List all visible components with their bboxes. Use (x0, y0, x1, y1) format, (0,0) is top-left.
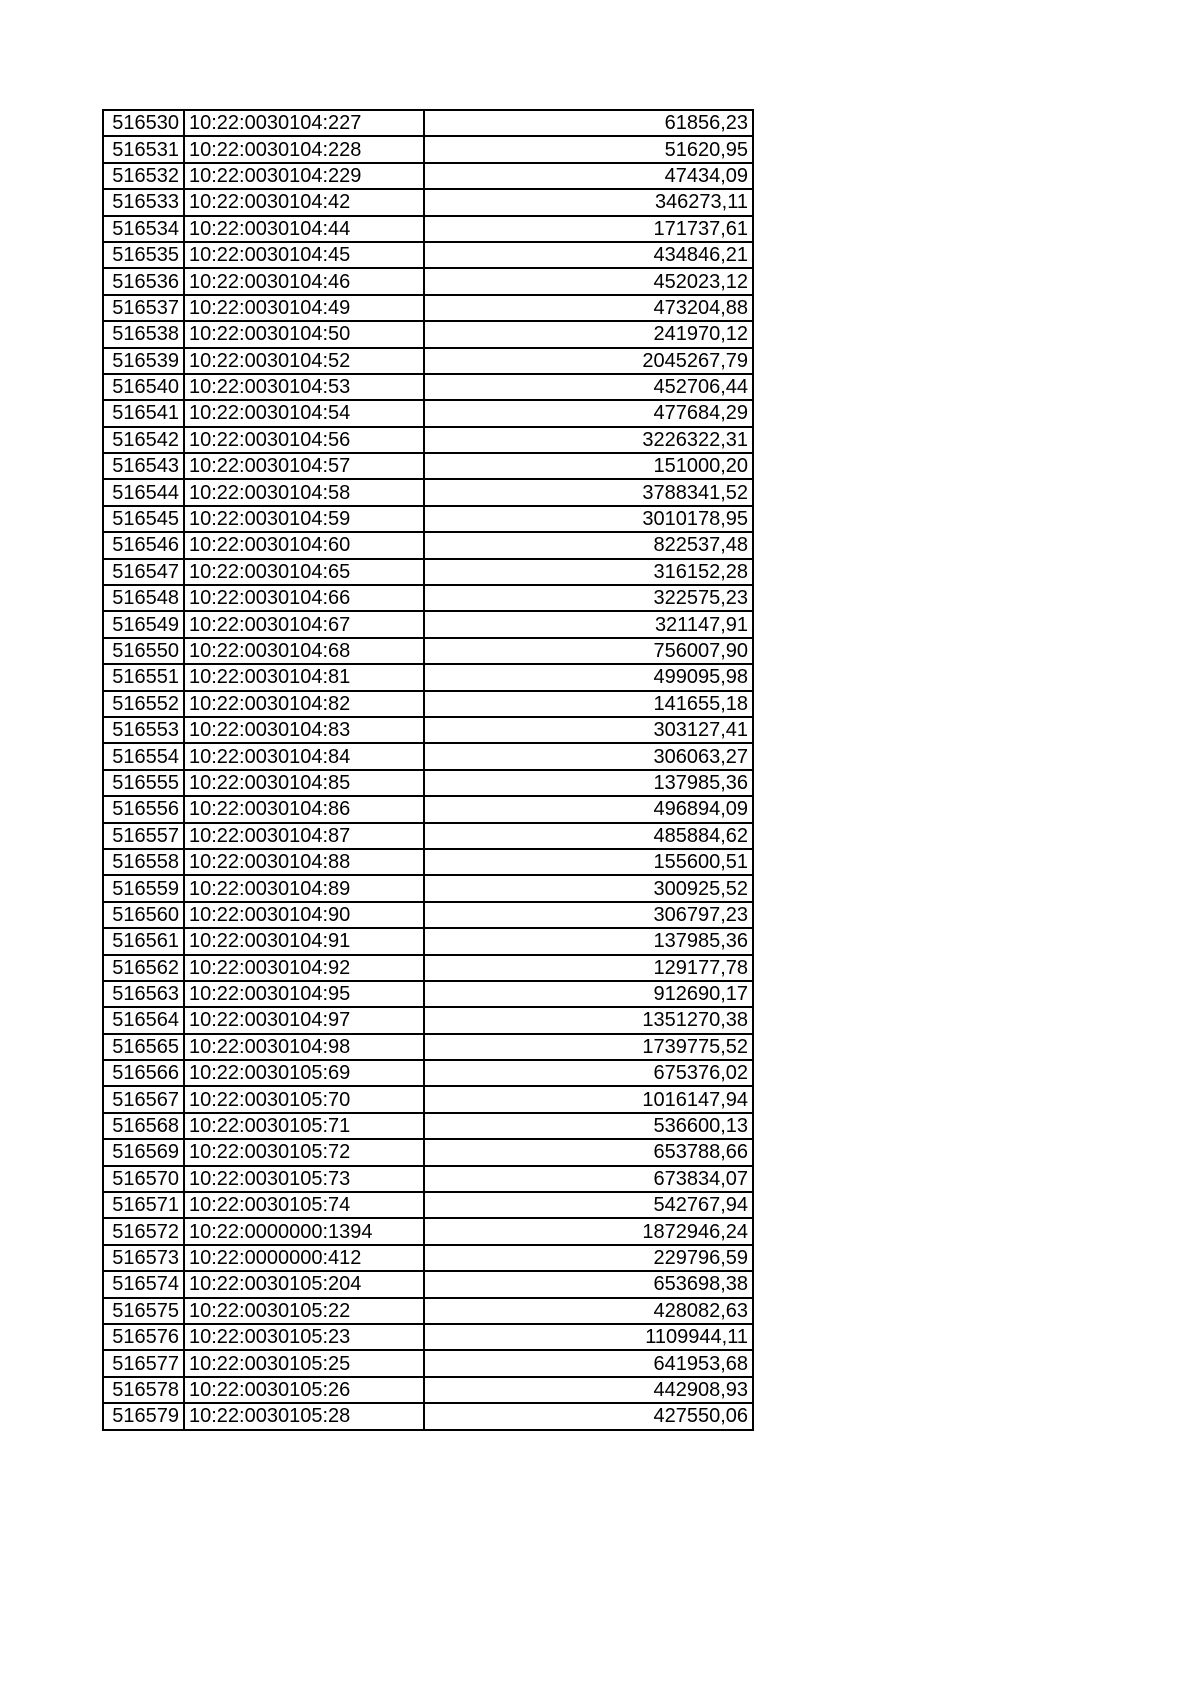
cadastral-number-cell: 10:22:0030105:26 (184, 1377, 424, 1403)
cadastral-number-cell: 10:22:0030105:70 (184, 1086, 424, 1112)
cadastral-number-cell: 10:22:0030105:73 (184, 1166, 424, 1192)
table-row (103, 216, 753, 242)
value-cell: 822537,48 (424, 532, 753, 558)
value-cell: 3010178,95 (424, 506, 753, 532)
cadastral-number-cell: 10:22:0030104:228 (184, 136, 424, 162)
cadastral-number-cell: 10:22:0030104:98 (184, 1034, 424, 1060)
table-row (103, 1007, 753, 1033)
value-cell: 316152,28 (424, 559, 753, 585)
cadastral-number-cell: 10:22:0030104:44 (184, 216, 424, 242)
value-cell: 321147,91 (424, 611, 753, 637)
cadastral-number-cell: 10:22:0030104:84 (184, 743, 424, 769)
table-row (103, 1218, 753, 1244)
row-number-cell: 516540 (103, 374, 184, 400)
table-row (103, 1298, 753, 1324)
cadastral-number-cell: 10:22:0030104:66 (184, 585, 424, 611)
cadastral-number-cell: 10:22:0030104:49 (184, 295, 424, 321)
row-number-cell: 516577 (103, 1350, 184, 1376)
value-cell: 452023,12 (424, 268, 753, 294)
table-row (103, 849, 753, 875)
table-row (103, 136, 753, 162)
table-row (103, 189, 753, 215)
cadastral-number-cell: 10:22:0030104:46 (184, 268, 424, 294)
value-cell: 141655,18 (424, 691, 753, 717)
table-row (103, 1377, 753, 1403)
row-number-cell: 516558 (103, 849, 184, 875)
value-cell: 51620,95 (424, 136, 753, 162)
row-number-cell: 516547 (103, 559, 184, 585)
row-number-cell: 516564 (103, 1007, 184, 1033)
row-number-cell: 516562 (103, 955, 184, 981)
row-number-cell: 516565 (103, 1034, 184, 1060)
value-cell: 485884,62 (424, 823, 753, 849)
cadastral-number-cell: 10:22:0030104:60 (184, 532, 424, 558)
value-cell: 1351270,38 (424, 1007, 753, 1033)
cadastral-number-cell: 10:22:0030105:25 (184, 1350, 424, 1376)
value-cell: 241970,12 (424, 321, 753, 347)
table-row (103, 823, 753, 849)
cadastral-number-cell: 10:22:0030105:204 (184, 1271, 424, 1297)
row-number-cell: 516563 (103, 981, 184, 1007)
row-number-cell: 516548 (103, 585, 184, 611)
value-cell: 322575,23 (424, 585, 753, 611)
value-cell: 452706,44 (424, 374, 753, 400)
row-number-cell: 516572 (103, 1218, 184, 1244)
cadastral-number-cell: 10:22:0030104:59 (184, 506, 424, 532)
cadastral-number-cell: 10:22:0030104:88 (184, 849, 424, 875)
cadastral-number-cell: 10:22:0030104:52 (184, 348, 424, 374)
table-row (103, 506, 753, 532)
row-number-cell: 516556 (103, 796, 184, 822)
value-cell: 653788,66 (424, 1139, 753, 1165)
row-number-cell: 516569 (103, 1139, 184, 1165)
table-row (103, 400, 753, 426)
value-cell: 499095,98 (424, 664, 753, 690)
table-row (103, 348, 753, 374)
value-cell: 477684,29 (424, 400, 753, 426)
row-number-cell: 516575 (103, 1298, 184, 1324)
table-row (103, 1271, 753, 1297)
table-row (103, 691, 753, 717)
value-cell: 171737,61 (424, 216, 753, 242)
table-row (103, 955, 753, 981)
row-number-cell: 516553 (103, 717, 184, 743)
table-row (103, 717, 753, 743)
value-cell: 303127,41 (424, 717, 753, 743)
table-row (103, 453, 753, 479)
cadastral-number-cell: 10:22:0030104:50 (184, 321, 424, 347)
cadastral-number-cell: 10:22:0030104:45 (184, 242, 424, 268)
table-row (103, 1113, 753, 1139)
value-cell: 306797,23 (424, 902, 753, 928)
row-number-cell: 516552 (103, 691, 184, 717)
value-cell: 3788341,52 (424, 479, 753, 505)
value-cell: 129177,78 (424, 955, 753, 981)
cadastral-number-cell: 10:22:0030104:87 (184, 823, 424, 849)
value-cell: 306063,27 (424, 743, 753, 769)
cadastral-number-cell: 10:22:0030104:83 (184, 717, 424, 743)
row-number-cell: 516538 (103, 321, 184, 347)
value-cell: 442908,93 (424, 1377, 753, 1403)
cadastral-number-cell: 10:22:0030104:58 (184, 479, 424, 505)
table-row (103, 1034, 753, 1060)
value-cell: 151000,20 (424, 453, 753, 479)
table-row (103, 1086, 753, 1112)
value-cell: 428082,63 (424, 1298, 753, 1324)
table-row (103, 743, 753, 769)
table-row (103, 427, 753, 453)
value-cell: 756007,90 (424, 638, 753, 664)
row-number-cell: 516560 (103, 902, 184, 928)
table-row (103, 559, 753, 585)
cadastral-number-cell: 10:22:0000000:1394 (184, 1218, 424, 1244)
row-number-cell: 516530 (103, 110, 184, 136)
cadastral-number-cell: 10:22:0030104:97 (184, 1007, 424, 1033)
cadastral-number-cell: 10:22:0030104:53 (184, 374, 424, 400)
table-row (103, 242, 753, 268)
value-cell: 47434,09 (424, 163, 753, 189)
table-row (103, 268, 753, 294)
cadastral-number-cell: 10:22:0000000:412 (184, 1245, 424, 1271)
value-cell: 346273,11 (424, 189, 753, 215)
value-cell: 673834,07 (424, 1166, 753, 1192)
table-row (103, 875, 753, 901)
value-cell: 427550,06 (424, 1403, 753, 1429)
row-number-cell: 516557 (103, 823, 184, 849)
cadastral-number-cell: 10:22:0030104:91 (184, 928, 424, 954)
cadastral-number-cell: 10:22:0030105:71 (184, 1113, 424, 1139)
value-cell: 675376,02 (424, 1060, 753, 1086)
cadastral-number-cell: 10:22:0030104:42 (184, 189, 424, 215)
value-cell: 641953,68 (424, 1350, 753, 1376)
table-row (103, 585, 753, 611)
table-row (103, 1245, 753, 1271)
value-cell: 653698,38 (424, 1271, 753, 1297)
row-number-cell: 516531 (103, 136, 184, 162)
cadastral-number-cell: 10:22:0030104:229 (184, 163, 424, 189)
cadastral-number-cell: 10:22:0030105:28 (184, 1403, 424, 1429)
table-row (103, 611, 753, 637)
row-number-cell: 516537 (103, 295, 184, 321)
value-cell: 1739775,52 (424, 1034, 753, 1060)
cadastral-number-cell: 10:22:0030105:74 (184, 1192, 424, 1218)
value-cell: 473204,88 (424, 295, 753, 321)
row-number-cell: 516573 (103, 1245, 184, 1271)
value-cell: 434846,21 (424, 242, 753, 268)
value-cell: 155600,51 (424, 849, 753, 875)
row-number-cell: 516549 (103, 611, 184, 637)
row-number-cell: 516544 (103, 479, 184, 505)
row-number-cell: 516533 (103, 189, 184, 215)
cadastral-value-table (102, 109, 754, 1431)
cadastral-number-cell: 10:22:0030104:227 (184, 110, 424, 136)
cadastral-number-cell: 10:22:0030104:65 (184, 559, 424, 585)
table-row (103, 110, 753, 136)
row-number-cell: 516571 (103, 1192, 184, 1218)
value-cell: 496894,09 (424, 796, 753, 822)
cadastral-number-cell: 10:22:0030104:92 (184, 955, 424, 981)
table-row (103, 321, 753, 347)
table-row (103, 770, 753, 796)
row-number-cell: 516541 (103, 400, 184, 426)
row-number-cell: 516543 (103, 453, 184, 479)
row-number-cell: 516561 (103, 928, 184, 954)
cadastral-number-cell: 10:22:0030105:72 (184, 1139, 424, 1165)
row-number-cell: 516536 (103, 268, 184, 294)
table-row (103, 1350, 753, 1376)
row-number-cell: 516570 (103, 1166, 184, 1192)
table-row (103, 163, 753, 189)
cadastral-number-cell: 10:22:0030104:67 (184, 611, 424, 637)
value-cell: 542767,94 (424, 1192, 753, 1218)
table-row (103, 1403, 753, 1429)
table-row (103, 295, 753, 321)
row-number-cell: 516551 (103, 664, 184, 690)
cadastral-number-cell: 10:22:0030105:23 (184, 1324, 424, 1350)
row-number-cell: 516567 (103, 1086, 184, 1112)
table-row (103, 796, 753, 822)
value-cell: 1872946,24 (424, 1218, 753, 1244)
table-row (103, 1324, 753, 1350)
table-body (103, 110, 753, 1430)
cadastral-number-cell: 10:22:0030104:57 (184, 453, 424, 479)
row-number-cell: 516545 (103, 506, 184, 532)
row-number-cell: 516550 (103, 638, 184, 664)
table-row (103, 981, 753, 1007)
table-row (103, 1192, 753, 1218)
row-number-cell: 516578 (103, 1377, 184, 1403)
table-row (103, 532, 753, 558)
row-number-cell: 516532 (103, 163, 184, 189)
value-cell: 229796,59 (424, 1245, 753, 1271)
row-number-cell: 516574 (103, 1271, 184, 1297)
table-row (103, 928, 753, 954)
value-cell: 61856,23 (424, 110, 753, 136)
row-number-cell: 516534 (103, 216, 184, 242)
table-row (103, 374, 753, 400)
cadastral-number-cell: 10:22:0030104:81 (184, 664, 424, 690)
table-row (103, 1060, 753, 1086)
value-cell: 137985,36 (424, 770, 753, 796)
row-number-cell: 516559 (103, 875, 184, 901)
row-number-cell: 516546 (103, 532, 184, 558)
cadastral-number-cell: 10:22:0030104:95 (184, 981, 424, 1007)
cadastral-number-cell: 10:22:0030104:90 (184, 902, 424, 928)
table-row (103, 1166, 753, 1192)
value-cell: 300925,52 (424, 875, 753, 901)
cadastral-number-cell: 10:22:0030104:85 (184, 770, 424, 796)
value-cell: 912690,17 (424, 981, 753, 1007)
cadastral-number-cell: 10:22:0030105:22 (184, 1298, 424, 1324)
row-number-cell: 516566 (103, 1060, 184, 1086)
cadastral-number-cell: 10:22:0030104:56 (184, 427, 424, 453)
table-row (103, 638, 753, 664)
row-number-cell: 516576 (103, 1324, 184, 1350)
cadastral-number-cell: 10:22:0030104:82 (184, 691, 424, 717)
value-cell: 3226322,31 (424, 427, 753, 453)
value-cell: 1109944,11 (424, 1324, 753, 1350)
value-cell: 536600,13 (424, 1113, 753, 1139)
row-number-cell: 516555 (103, 770, 184, 796)
cadastral-number-cell: 10:22:0030104:89 (184, 875, 424, 901)
cadastral-number-cell: 10:22:0030105:69 (184, 1060, 424, 1086)
table-row (103, 902, 753, 928)
table-row (103, 479, 753, 505)
cadastral-number-cell: 10:22:0030104:54 (184, 400, 424, 426)
row-number-cell: 516579 (103, 1403, 184, 1429)
value-cell: 2045267,79 (424, 348, 753, 374)
row-number-cell: 516539 (103, 348, 184, 374)
table-row (103, 664, 753, 690)
row-number-cell: 516535 (103, 242, 184, 268)
table-row (103, 1139, 753, 1165)
value-cell: 1016147,94 (424, 1086, 753, 1112)
cadastral-number-cell: 10:22:0030104:68 (184, 638, 424, 664)
cadastral-number-cell: 10:22:0030104:86 (184, 796, 424, 822)
value-cell: 137985,36 (424, 928, 753, 954)
row-number-cell: 516542 (103, 427, 184, 453)
row-number-cell: 516554 (103, 743, 184, 769)
row-number-cell: 516568 (103, 1113, 184, 1139)
